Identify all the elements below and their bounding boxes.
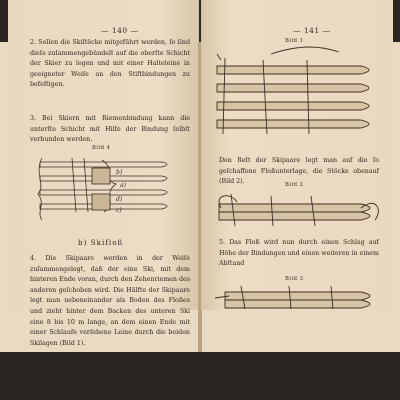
figure-2-caption: Bild 2: [285, 182, 304, 188]
figure-2-illustration: [211, 190, 387, 232]
paragraph-3: 3. Bei Skiern mit Riemenbindung kann die unterſte Schicht mit Hilfe der Bindung ſelbſt verbunden werden.: [30, 115, 190, 144]
figure-4-illustration: [32, 154, 180, 226]
figure-1-caption: Bild 1: [285, 38, 304, 44]
paragraph-4: 4. Die Skipaare werden in der Weiſe zuſammengelegt, daß der eine Ski, mit dem hinteren Ende voran, durch den Zehenriemen des anderen geſchoben wird. Die Hälfte der Skipaare legt man nebeneinander als Boden des Floßes und zieht hinter dem Backen des unteren Ski eine 8 bis 10 m lange, an dem einen Ende mit einer Schlaufe verſehene Leine durch die beiden Skilagen (Bild 1).: [30, 255, 190, 347]
section-heading: b) Skifloß: [78, 238, 124, 247]
figure-label-a: a): [120, 182, 126, 189]
page-number: — 141 —: [293, 26, 331, 35]
figure-label-c: c): [116, 207, 122, 214]
right-page: [201, 0, 393, 310]
paragraph-5: 5. Das Floß wird nun durch einen Schlag auf Höhe der Bindungen und einen weiteren in einem Abſtand: [219, 239, 379, 268]
figure-label-d: d): [116, 196, 123, 203]
figure-3-illustration: [211, 282, 387, 310]
paragraph-rest: Den Reſt der Skipaare legt man auf die ſo geſchaffene Floßunterlage, die Stöcke obenauf (Bild 2).: [219, 157, 379, 186]
left-page: [8, 0, 199, 347]
figure-label-b: b): [116, 169, 123, 176]
figure-4-caption: Bild 4: [92, 145, 111, 151]
figure-3-caption: Bild 3: [285, 276, 304, 282]
page-number: — 140 —: [101, 26, 139, 35]
paragraph-2: 2. Sollen die Skiſtöcke mitgeführt werden, ſo ſind dieſe zuſammengebündelt auf die oberſte Schicht der Skier zu legen und mit einer Halteleine in geeigneter Weiſe an den Stiftbindungen zu befeſtigen.: [30, 39, 190, 89]
figure-1-illustration: [211, 44, 387, 140]
